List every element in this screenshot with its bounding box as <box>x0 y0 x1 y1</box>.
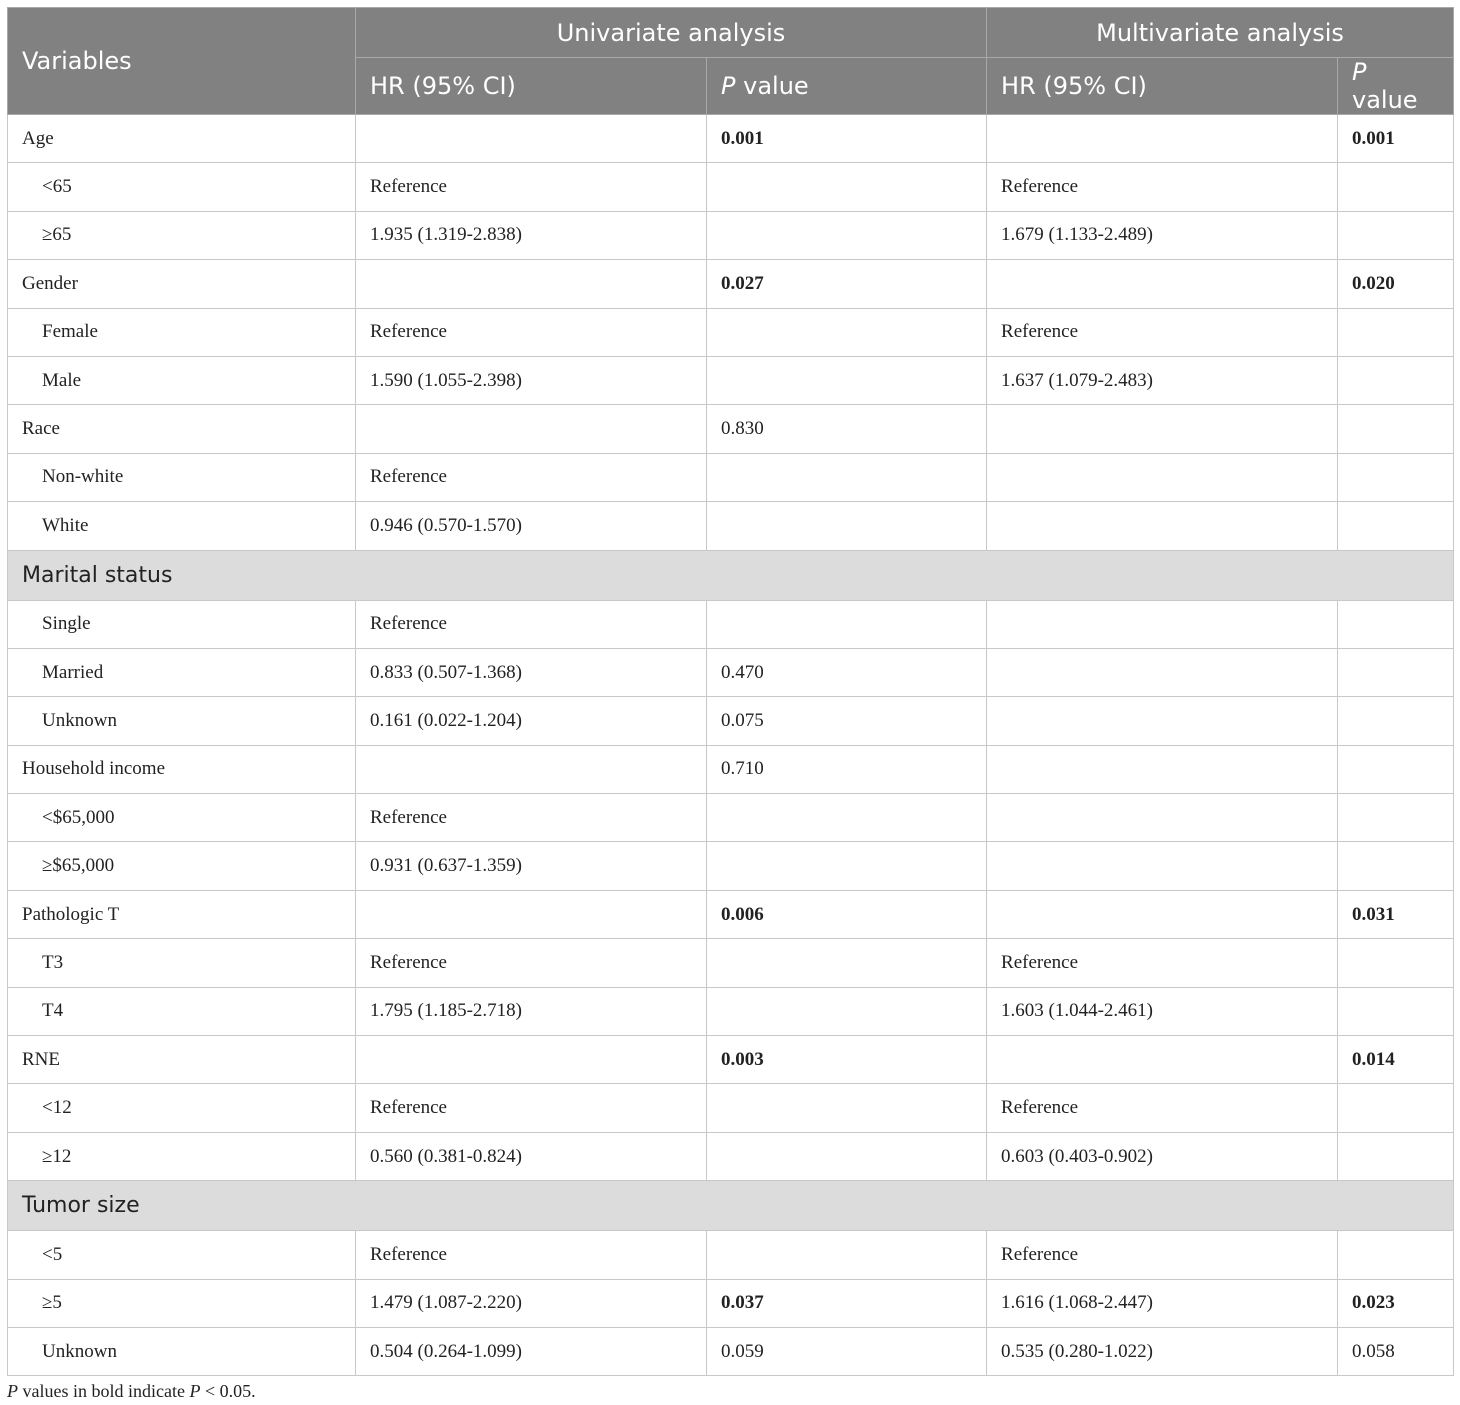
uni-p-cell <box>707 211 987 259</box>
uni-hr-cell: 0.161 (0.022-1.204) <box>356 697 707 745</box>
multi-hr-cell: Reference <box>987 308 1338 356</box>
variable-cell: Non-white <box>8 453 356 501</box>
multi-p-cell: 0.058 <box>1338 1327 1454 1375</box>
variable-cell: ≥12 <box>8 1132 356 1180</box>
uni-p-cell: 0.710 <box>707 745 987 793</box>
uni-p-cell: 0.470 <box>707 648 987 696</box>
table-header <box>8 8 1454 115</box>
variable-cell: <12 <box>8 1084 356 1132</box>
variable-cell: Female <box>8 308 356 356</box>
variable-cell: Gender <box>8 260 356 308</box>
multi-p-cell: 0.020 <box>1338 260 1454 308</box>
multi-p-cell <box>1338 745 1454 793</box>
uni-hr-cell: Reference <box>356 794 707 842</box>
table-row <box>8 794 1454 842</box>
results-table <box>7 7 1454 1376</box>
table-row <box>8 260 1454 308</box>
multi-p-cell <box>1338 842 1454 890</box>
variable-cell: Age <box>8 115 356 163</box>
multi-hr-cell <box>987 405 1338 453</box>
table-row <box>8 308 1454 356</box>
uni-p-cell <box>707 502 987 550</box>
multi-p-cell <box>1338 1084 1454 1132</box>
table-row <box>8 745 1454 793</box>
multi-hr-cell <box>987 745 1338 793</box>
table-row <box>8 1327 1454 1375</box>
multi-hr-cell <box>987 1036 1338 1084</box>
table-row <box>8 502 1454 550</box>
table-row <box>8 115 1454 163</box>
multi-hr-cell: 1.679 (1.133-2.489) <box>987 211 1338 259</box>
multi-hr-cell <box>987 453 1338 501</box>
variable-cell: <65 <box>8 163 356 211</box>
uni-p-cell <box>707 842 987 890</box>
table-row <box>8 1084 1454 1132</box>
uni-hr-cell: Reference <box>356 1084 707 1132</box>
variable-cell: T4 <box>8 987 356 1035</box>
uni-p-cell <box>707 600 987 648</box>
variable-cell: RNE <box>8 1036 356 1084</box>
header-multi-hr: HR (95% CI) <box>987 58 1338 115</box>
uni-hr-cell: Reference <box>356 453 707 501</box>
multi-p-cell <box>1338 502 1454 550</box>
multi-p-cell: 0.014 <box>1338 1036 1454 1084</box>
uni-hr-cell: Reference <box>356 600 707 648</box>
uni-p-cell: 0.037 <box>707 1279 987 1327</box>
variable-cell: Male <box>8 356 356 404</box>
uni-hr-cell: Reference <box>356 939 707 987</box>
variable-cell: <$65,000 <box>8 794 356 842</box>
multi-hr-cell: Reference <box>987 1084 1338 1132</box>
header-variables: Variables <box>8 8 356 115</box>
section-label: Marital status <box>8 550 1454 600</box>
uni-hr-cell: 0.560 (0.381-0.824) <box>356 1132 707 1180</box>
variable-cell: <5 <box>8 1231 356 1279</box>
uni-hr-cell <box>356 115 707 163</box>
variable-cell: White <box>8 502 356 550</box>
uni-p-cell <box>707 794 987 842</box>
variable-cell: T3 <box>8 939 356 987</box>
uni-hr-cell: 1.479 (1.087-2.220) <box>356 1279 707 1327</box>
multi-p-cell <box>1338 794 1454 842</box>
variable-cell: Race <box>8 405 356 453</box>
multi-p-cell <box>1338 648 1454 696</box>
variable-cell: ≥5 <box>8 1279 356 1327</box>
multi-hr-cell <box>987 115 1338 163</box>
multi-p-cell <box>1338 405 1454 453</box>
variable-cell: Household income <box>8 745 356 793</box>
table-row <box>8 211 1454 259</box>
header-multivariate: Multivariate analysis <box>987 8 1454 58</box>
multi-p-cell <box>1338 1132 1454 1180</box>
table-row <box>8 987 1454 1035</box>
table-row <box>8 842 1454 890</box>
uni-hr-cell: 0.504 (0.264-1.099) <box>356 1327 707 1375</box>
multi-hr-cell <box>987 890 1338 938</box>
table-row <box>8 1036 1454 1084</box>
uni-p-cell: 0.003 <box>707 1036 987 1084</box>
multi-p-cell <box>1338 308 1454 356</box>
multi-p-cell <box>1338 453 1454 501</box>
table-row <box>8 405 1454 453</box>
multi-hr-cell: 1.637 (1.079-2.483) <box>987 356 1338 404</box>
variable-cell: ≥$65,000 <box>8 842 356 890</box>
variable-cell: Pathologic T <box>8 890 356 938</box>
multi-hr-cell: 1.616 (1.068-2.447) <box>987 1279 1338 1327</box>
table-row <box>8 1132 1454 1180</box>
multi-hr-cell: 1.603 (1.044-2.461) <box>987 987 1338 1035</box>
multi-p-cell <box>1338 697 1454 745</box>
header-uni-hr: HR (95% CI) <box>356 58 707 115</box>
variable-cell: Married <box>8 648 356 696</box>
uni-hr-cell: 1.590 (1.055-2.398) <box>356 356 707 404</box>
multi-p-cell <box>1338 211 1454 259</box>
multi-p-cell <box>1338 1231 1454 1279</box>
uni-hr-cell <box>356 1036 707 1084</box>
multi-hr-cell <box>987 502 1338 550</box>
uni-hr-cell: 1.795 (1.185-2.718) <box>356 987 707 1035</box>
table-row <box>8 890 1454 938</box>
uni-p-cell <box>707 987 987 1035</box>
uni-p-cell: 0.830 <box>707 405 987 453</box>
table-row <box>8 1279 1454 1327</box>
uni-p-cell <box>707 939 987 987</box>
table-row <box>8 1231 1454 1279</box>
header-uni-p: P value <box>707 58 987 115</box>
uni-p-cell <box>707 308 987 356</box>
multi-hr-cell <box>987 842 1338 890</box>
uni-hr-cell <box>356 405 707 453</box>
table-row <box>8 697 1454 745</box>
uni-p-cell <box>707 453 987 501</box>
uni-p-cell: 0.075 <box>707 697 987 745</box>
multi-hr-cell <box>987 794 1338 842</box>
uni-hr-cell <box>356 260 707 308</box>
multi-p-cell <box>1338 356 1454 404</box>
multi-hr-cell <box>987 260 1338 308</box>
table-container <box>7 7 1453 1376</box>
multi-hr-cell: Reference <box>987 939 1338 987</box>
multi-p-cell: 0.031 <box>1338 890 1454 938</box>
multi-p-cell <box>1338 939 1454 987</box>
multi-p-cell <box>1338 987 1454 1035</box>
header-multi-p: P value <box>1338 58 1454 115</box>
uni-hr-cell: 0.931 (0.637-1.359) <box>356 842 707 890</box>
section-label: Tumor size <box>8 1181 1454 1231</box>
uni-hr-cell: Reference <box>356 1231 707 1279</box>
multi-p-cell: 0.001 <box>1338 115 1454 163</box>
uni-hr-cell: Reference <box>356 308 707 356</box>
multi-hr-cell <box>987 600 1338 648</box>
uni-hr-cell: Reference <box>356 163 707 211</box>
multi-p-cell <box>1338 163 1454 211</box>
uni-p-cell <box>707 356 987 404</box>
uni-hr-cell: 0.833 (0.507-1.368) <box>356 648 707 696</box>
multi-hr-cell <box>987 697 1338 745</box>
table-row <box>8 453 1454 501</box>
multi-p-cell: 0.023 <box>1338 1279 1454 1327</box>
table-row <box>8 356 1454 404</box>
multi-hr-cell: Reference <box>987 1231 1338 1279</box>
uni-hr-cell: 0.946 (0.570-1.570) <box>356 502 707 550</box>
multi-p-cell <box>1338 600 1454 648</box>
uni-p-cell: 0.059 <box>707 1327 987 1375</box>
section-row <box>8 1181 1454 1231</box>
section-row <box>8 550 1454 600</box>
table-row <box>8 939 1454 987</box>
multi-hr-cell: 0.535 (0.280-1.022) <box>987 1327 1338 1375</box>
table-row <box>8 163 1454 211</box>
table-footnote: P values in bold indicate P < 0.05. <box>7 1381 256 1401</box>
uni-hr-cell <box>356 890 707 938</box>
multi-hr-cell: Reference <box>987 163 1338 211</box>
variable-cell: Unknown <box>8 697 356 745</box>
table-row <box>8 648 1454 696</box>
uni-p-cell: 0.001 <box>707 115 987 163</box>
table-body <box>8 115 1454 1376</box>
uni-p-cell <box>707 1132 987 1180</box>
uni-p-cell: 0.006 <box>707 890 987 938</box>
uni-p-cell <box>707 1084 987 1132</box>
uni-hr-cell: 1.935 (1.319-2.838) <box>356 211 707 259</box>
uni-hr-cell <box>356 745 707 793</box>
uni-p-cell <box>707 163 987 211</box>
variable-cell: Single <box>8 600 356 648</box>
multi-hr-cell <box>987 648 1338 696</box>
uni-p-cell <box>707 1231 987 1279</box>
variable-cell: ≥65 <box>8 211 356 259</box>
multi-hr-cell: 0.603 (0.403-0.902) <box>987 1132 1338 1180</box>
uni-p-cell: 0.027 <box>707 260 987 308</box>
header-univariate: Univariate analysis <box>356 8 987 58</box>
variable-cell: Unknown <box>8 1327 356 1375</box>
table-row <box>8 600 1454 648</box>
